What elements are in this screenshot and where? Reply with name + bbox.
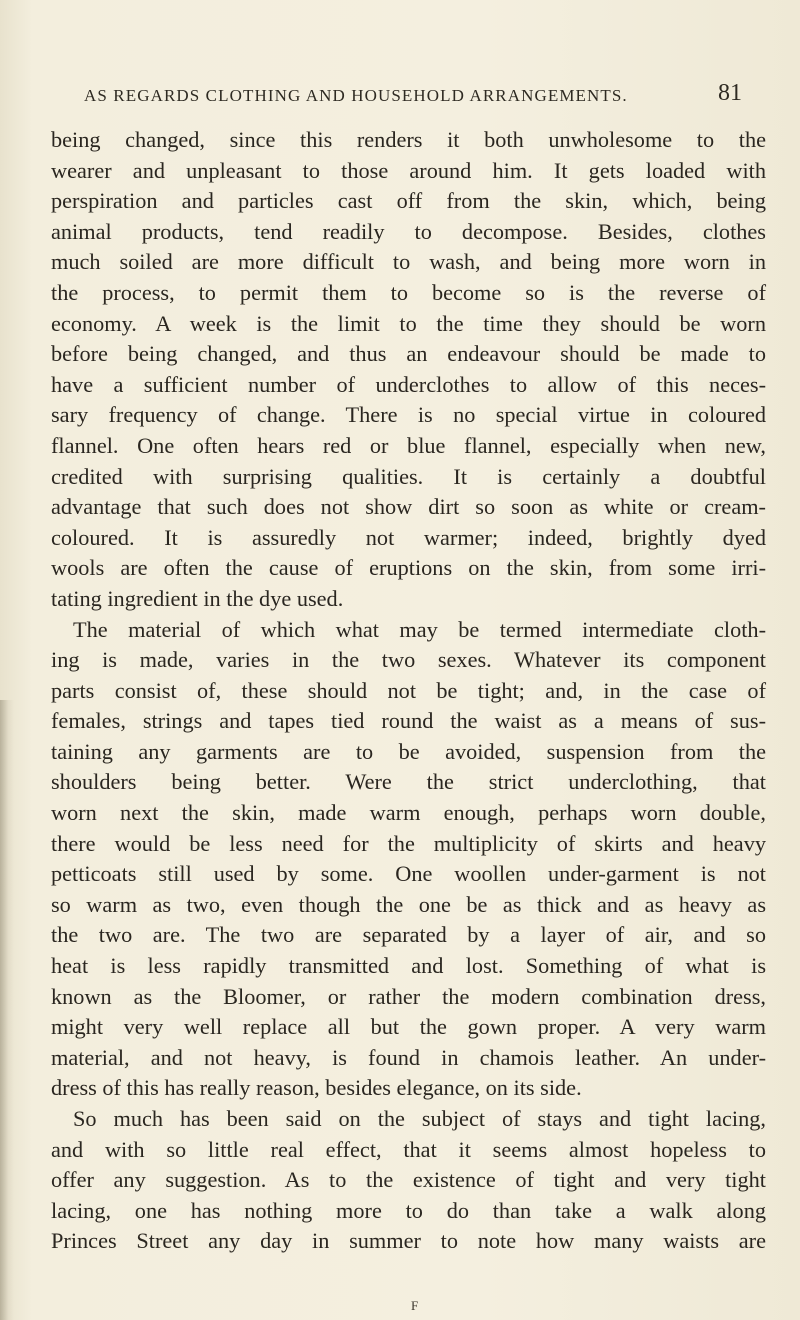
text-line: flannel. One often hears red or blue flannel, especially when new, xyxy=(51,432,766,458)
body-text xyxy=(51,125,766,1257)
text-line: coloured. It is assuredly not warmer; indeed, brightly dyed xyxy=(51,524,766,550)
text-line: the two are. The two are separated by a layer of air, and so xyxy=(51,922,766,948)
text-line: so warm as two, even though the one be as thick and as heavy as xyxy=(51,891,766,917)
text-line: the process, to permit them to become so is the reverse of xyxy=(51,279,766,305)
text-line: perspiration and particles cast off from the skin, which, being xyxy=(51,188,766,214)
page-number: 81 xyxy=(718,80,742,106)
running-title: AS REGARDS CLOTHING AND HOUSEHOLD ARRANGEMENTS. xyxy=(84,86,628,105)
text-line: petticoats still used by some. One woollen under-garment is not xyxy=(51,861,766,887)
text-line: economy. A week is the limit to the time they should be worn xyxy=(51,310,766,336)
text-line: offer any suggestion. As to the existence of tight and very tight xyxy=(51,1167,766,1193)
text-line: shoulders being better. Were the strict underclothing, that xyxy=(51,769,766,795)
text-line: before being changed, and thus an endeavour should be made to xyxy=(51,341,766,367)
text-line: sary frequency of change. There is no special virtue in coloured xyxy=(51,402,766,428)
text-line: wools are often the cause of eruptions on the skin, from some irri- xyxy=(51,555,766,581)
text-line: Princes Street any day in summer to note how many waists are xyxy=(51,1228,766,1254)
text-line: material, and not heavy, is found in chamois leather. An under- xyxy=(51,1044,766,1070)
gutter-shadow xyxy=(0,700,14,1320)
text-line: there would be less need for the multiplicity of skirts and heavy xyxy=(51,830,766,856)
text-line: females, strings and tapes tied round the waist as a means of sus- xyxy=(51,708,766,734)
text-line: credited with surprising qualities. It is certainly a doubtful xyxy=(51,463,766,489)
text-line: being changed, since this renders it both unwholesome to the xyxy=(51,127,766,152)
text-line: much soiled are more difficult to wash, and being more worn in xyxy=(51,249,766,275)
text-line: might very well replace all but the gown proper. A very warm xyxy=(51,1014,766,1040)
text-line: So much has been said on the subject of stays and tight lacing, xyxy=(73,1106,766,1131)
text-line: taining any garments are to be avoided, suspension from the xyxy=(51,738,766,764)
text-line: animal products, tend readily to decompose. Besides, clothes xyxy=(51,218,766,244)
text-line: and with so little real effect, that it seems almost hopeless to xyxy=(51,1136,766,1162)
text-line: tating ingredient in the dye used. xyxy=(51,585,344,611)
signature-mark: F xyxy=(411,1298,419,1313)
text-line: dress of this has really reason, besides elegance, on its side. xyxy=(51,1075,582,1101)
text-line: lacing, one has nothing more to do than take a walk along xyxy=(51,1197,766,1223)
text-line: wearer and unpleasant to those around him. It gets loaded with xyxy=(51,157,766,183)
text-line: ing is made, varies in the two sexes. Whatever its component xyxy=(51,647,766,673)
text-line: have a sufficient number of underclothes to allow of this neces- xyxy=(51,371,766,397)
text-line: advantage that such does not show dirt so soon as white or cream- xyxy=(51,494,766,520)
text-line: known as the Bloomer, or rather the modern combination dress, xyxy=(51,983,766,1009)
text-line: worn next the skin, made warm enough, perhaps worn double, xyxy=(51,800,766,826)
text-line: parts consist of, these should not be tight; and, in the case of xyxy=(51,677,766,703)
text-line: heat is less rapidly transmitted and lost. Something of what is xyxy=(51,953,766,979)
text-line: The material of which what may be termed intermediate cloth- xyxy=(73,616,766,642)
